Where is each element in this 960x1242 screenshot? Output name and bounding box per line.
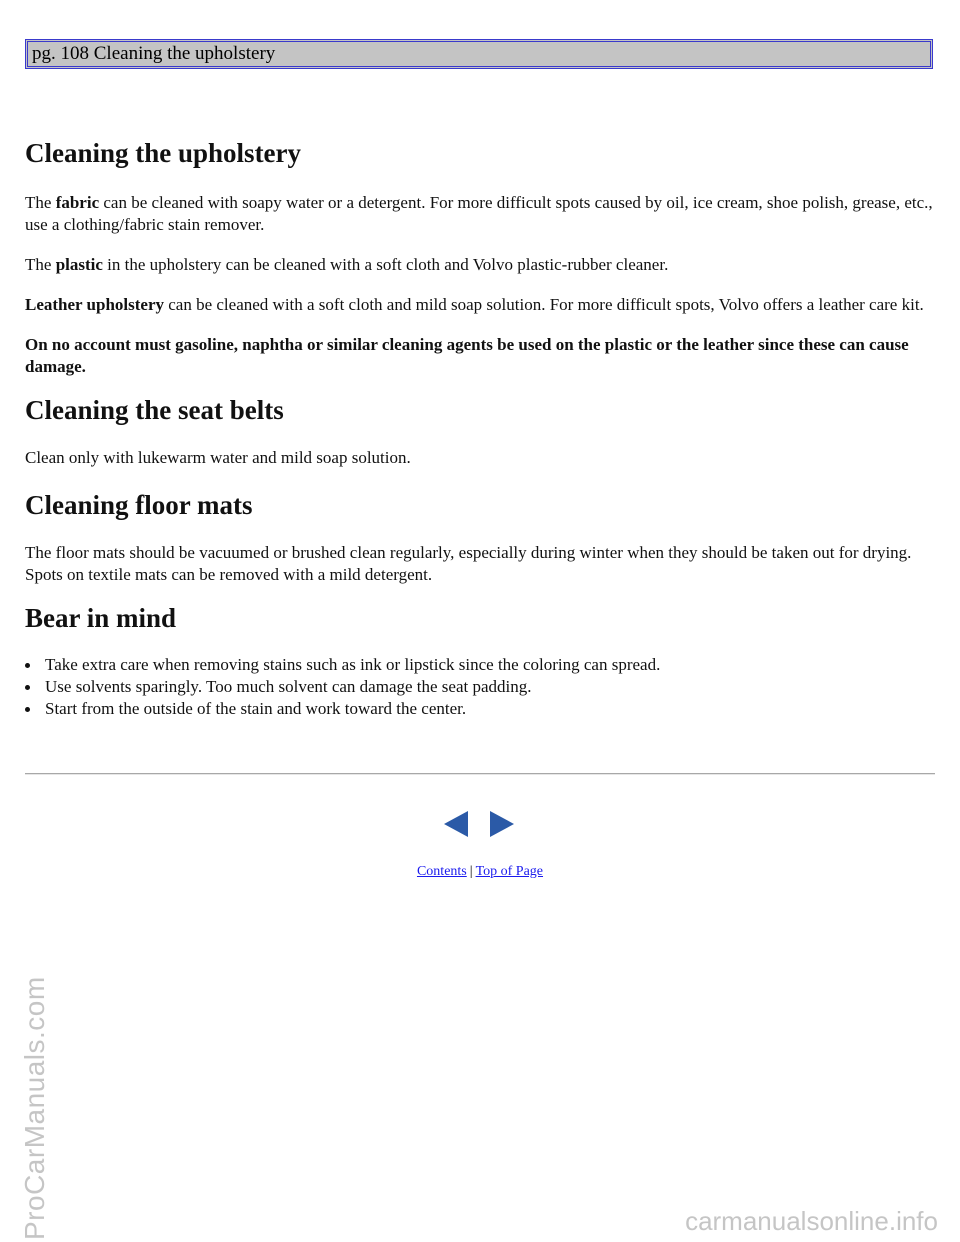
footer-separator: | (469, 864, 473, 879)
heading-cleaning-floor-mats: Cleaning floor mats (25, 490, 253, 520)
list-item-text: Use solvents sparingly. Too much solvent can damage the seat padding. (45, 677, 532, 696)
list-item (25, 698, 935, 720)
plastic-pre: The (25, 255, 56, 274)
fabric-pre: The (25, 193, 56, 212)
page-navigation (444, 811, 516, 837)
list-item-text: Take extra care when removing stains such as ink or lipstick since the coloring can spread. (45, 655, 661, 674)
page-header-bar (25, 39, 933, 69)
warning-paragraph: On no account must gasoline, naphtha or similar cleaning agents be used on the plastic or the leather since these can cause damage. (25, 335, 909, 376)
fabric-bold: fabric (55, 193, 100, 212)
list-item-text: Start from the outside of the stain and work toward the center. (45, 699, 467, 718)
leather-bold: Leather upholstery (25, 295, 164, 314)
fabric-post: can be cleaned with soapy water or a detergent. For more difficult spots caused by oil, ice cream, shoe polish, grease, etc., use a clothing/fabric stain remover. (25, 193, 933, 234)
heading-bear-in-mind: Bear in mind (25, 603, 177, 633)
list-item (25, 654, 935, 676)
bullet-icon (25, 707, 30, 712)
paragraph-fabric (25, 192, 935, 236)
bear-in-mind-list (25, 654, 935, 720)
bottom-watermark: carmanualsonline.info (685, 1206, 938, 1236)
horizontal-divider (25, 773, 935, 775)
heading-cleaning-seat-belts: Cleaning the seat belts (25, 395, 284, 425)
top-of-page-link[interactable]: Top of Page (475, 864, 544, 879)
plastic-post: in the upholstery can be cleaned with a soft cloth and Volvo plastic-rubber cleaner. (102, 255, 669, 274)
paragraph-floor-mats: The floor mats should be vacuumed or brushed clean regularly, especially during winter when they should be taken out for drying. Spots on textile mats can be removed with a mild detergent. (25, 543, 912, 584)
heading-cleaning-upholstery: Cleaning the upholstery (25, 138, 302, 168)
side-watermark: ProCarManuals.com (19, 976, 50, 1240)
bullet-icon (25, 663, 30, 668)
arrow-right-icon[interactable] (490, 811, 514, 837)
list-item (25, 676, 935, 698)
bullet-icon (25, 685, 30, 690)
footer-links (0, 863, 960, 881)
paragraph-plastic (25, 254, 935, 276)
paragraph-leather (25, 294, 935, 316)
main-content (25, 130, 935, 720)
page-header-title: pg. 108 Cleaning the upholstery (32, 43, 276, 64)
plastic-bold: plastic (55, 255, 103, 274)
paragraph-seat-belts: Clean only with lukewarm water and mild soap solution. (25, 448, 411, 467)
leather-post: can be cleaned with a soft cloth and mild soap solution. For more difficult spots, Volvo offers a leather care kit. (164, 295, 924, 314)
contents-link[interactable]: Contents (416, 864, 467, 879)
arrow-left-icon[interactable] (444, 811, 468, 837)
